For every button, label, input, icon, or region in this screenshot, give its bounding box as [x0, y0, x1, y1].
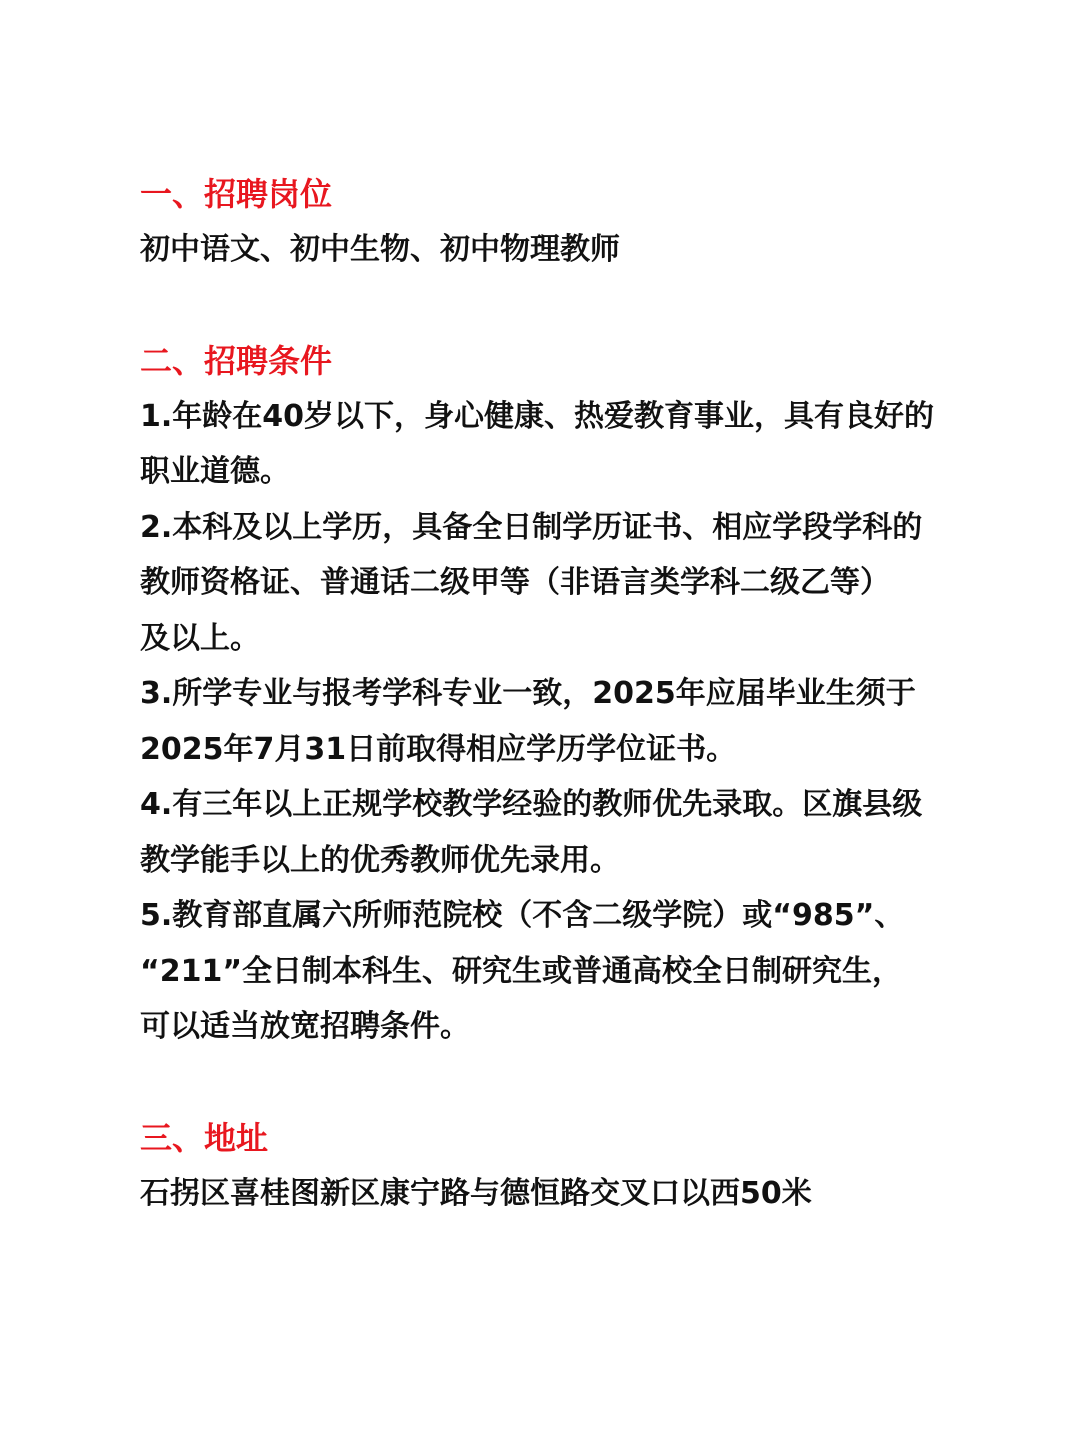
text-line: “211”全日制本科生、研究生或普通高校全日制研究生， — [140, 953, 903, 989]
text-line: 职业道德。 — [140, 454, 290, 489]
text-line: 教师资格证、普通话二级甲等（非语言类学科二级乙等） — [140, 565, 890, 600]
section-title-positions: 一、招聘岗位 — [140, 175, 333, 213]
recruitment-notice — [140, 166, 960, 1221]
address-line: 石拐区喜桂图新区康宁路与德恒路交叉口以西50米 — [140, 1175, 812, 1211]
section-title-address: 三、地址 — [140, 1118, 269, 1157]
section-address — [140, 1110, 960, 1222]
section-body-requirements — [140, 389, 960, 1055]
section-title-requirements: 二、招聘条件 — [140, 341, 333, 380]
text-line: 初中语文、初中生物、初中物理教师 — [140, 232, 620, 267]
text-line: 3.所学专业与报考学科专业一致，2025年应届毕业生须于 — [140, 676, 916, 711]
text-line: 5.教育部直属六所师范院校（不含二级学院）或“985”、 — [140, 898, 905, 933]
text-line: 可以适当放宽招聘条件。 — [140, 1009, 470, 1044]
section-requirements — [140, 333, 960, 1055]
section-body-address — [140, 1166, 960, 1222]
text-line: 1.年龄在40岁以下，身心健康、热爱教育事业，具有良好的 — [140, 398, 935, 434]
section-positions — [140, 166, 960, 278]
text-line: 及以上。 — [140, 620, 260, 656]
text-line: 2025年7月31日前取得相应学历学位证书。 — [140, 731, 737, 767]
text-line: 教学能手以上的优秀教师优先录用。 — [140, 842, 620, 878]
text-line: 2.本科及以上学历，具备全日制学历证书、相应学段学科的 — [140, 509, 923, 545]
text-line: 4.有三年以上正规学校教学经验的教师优先录取。区旗县级 — [140, 787, 923, 822]
section-body-positions — [140, 222, 960, 278]
